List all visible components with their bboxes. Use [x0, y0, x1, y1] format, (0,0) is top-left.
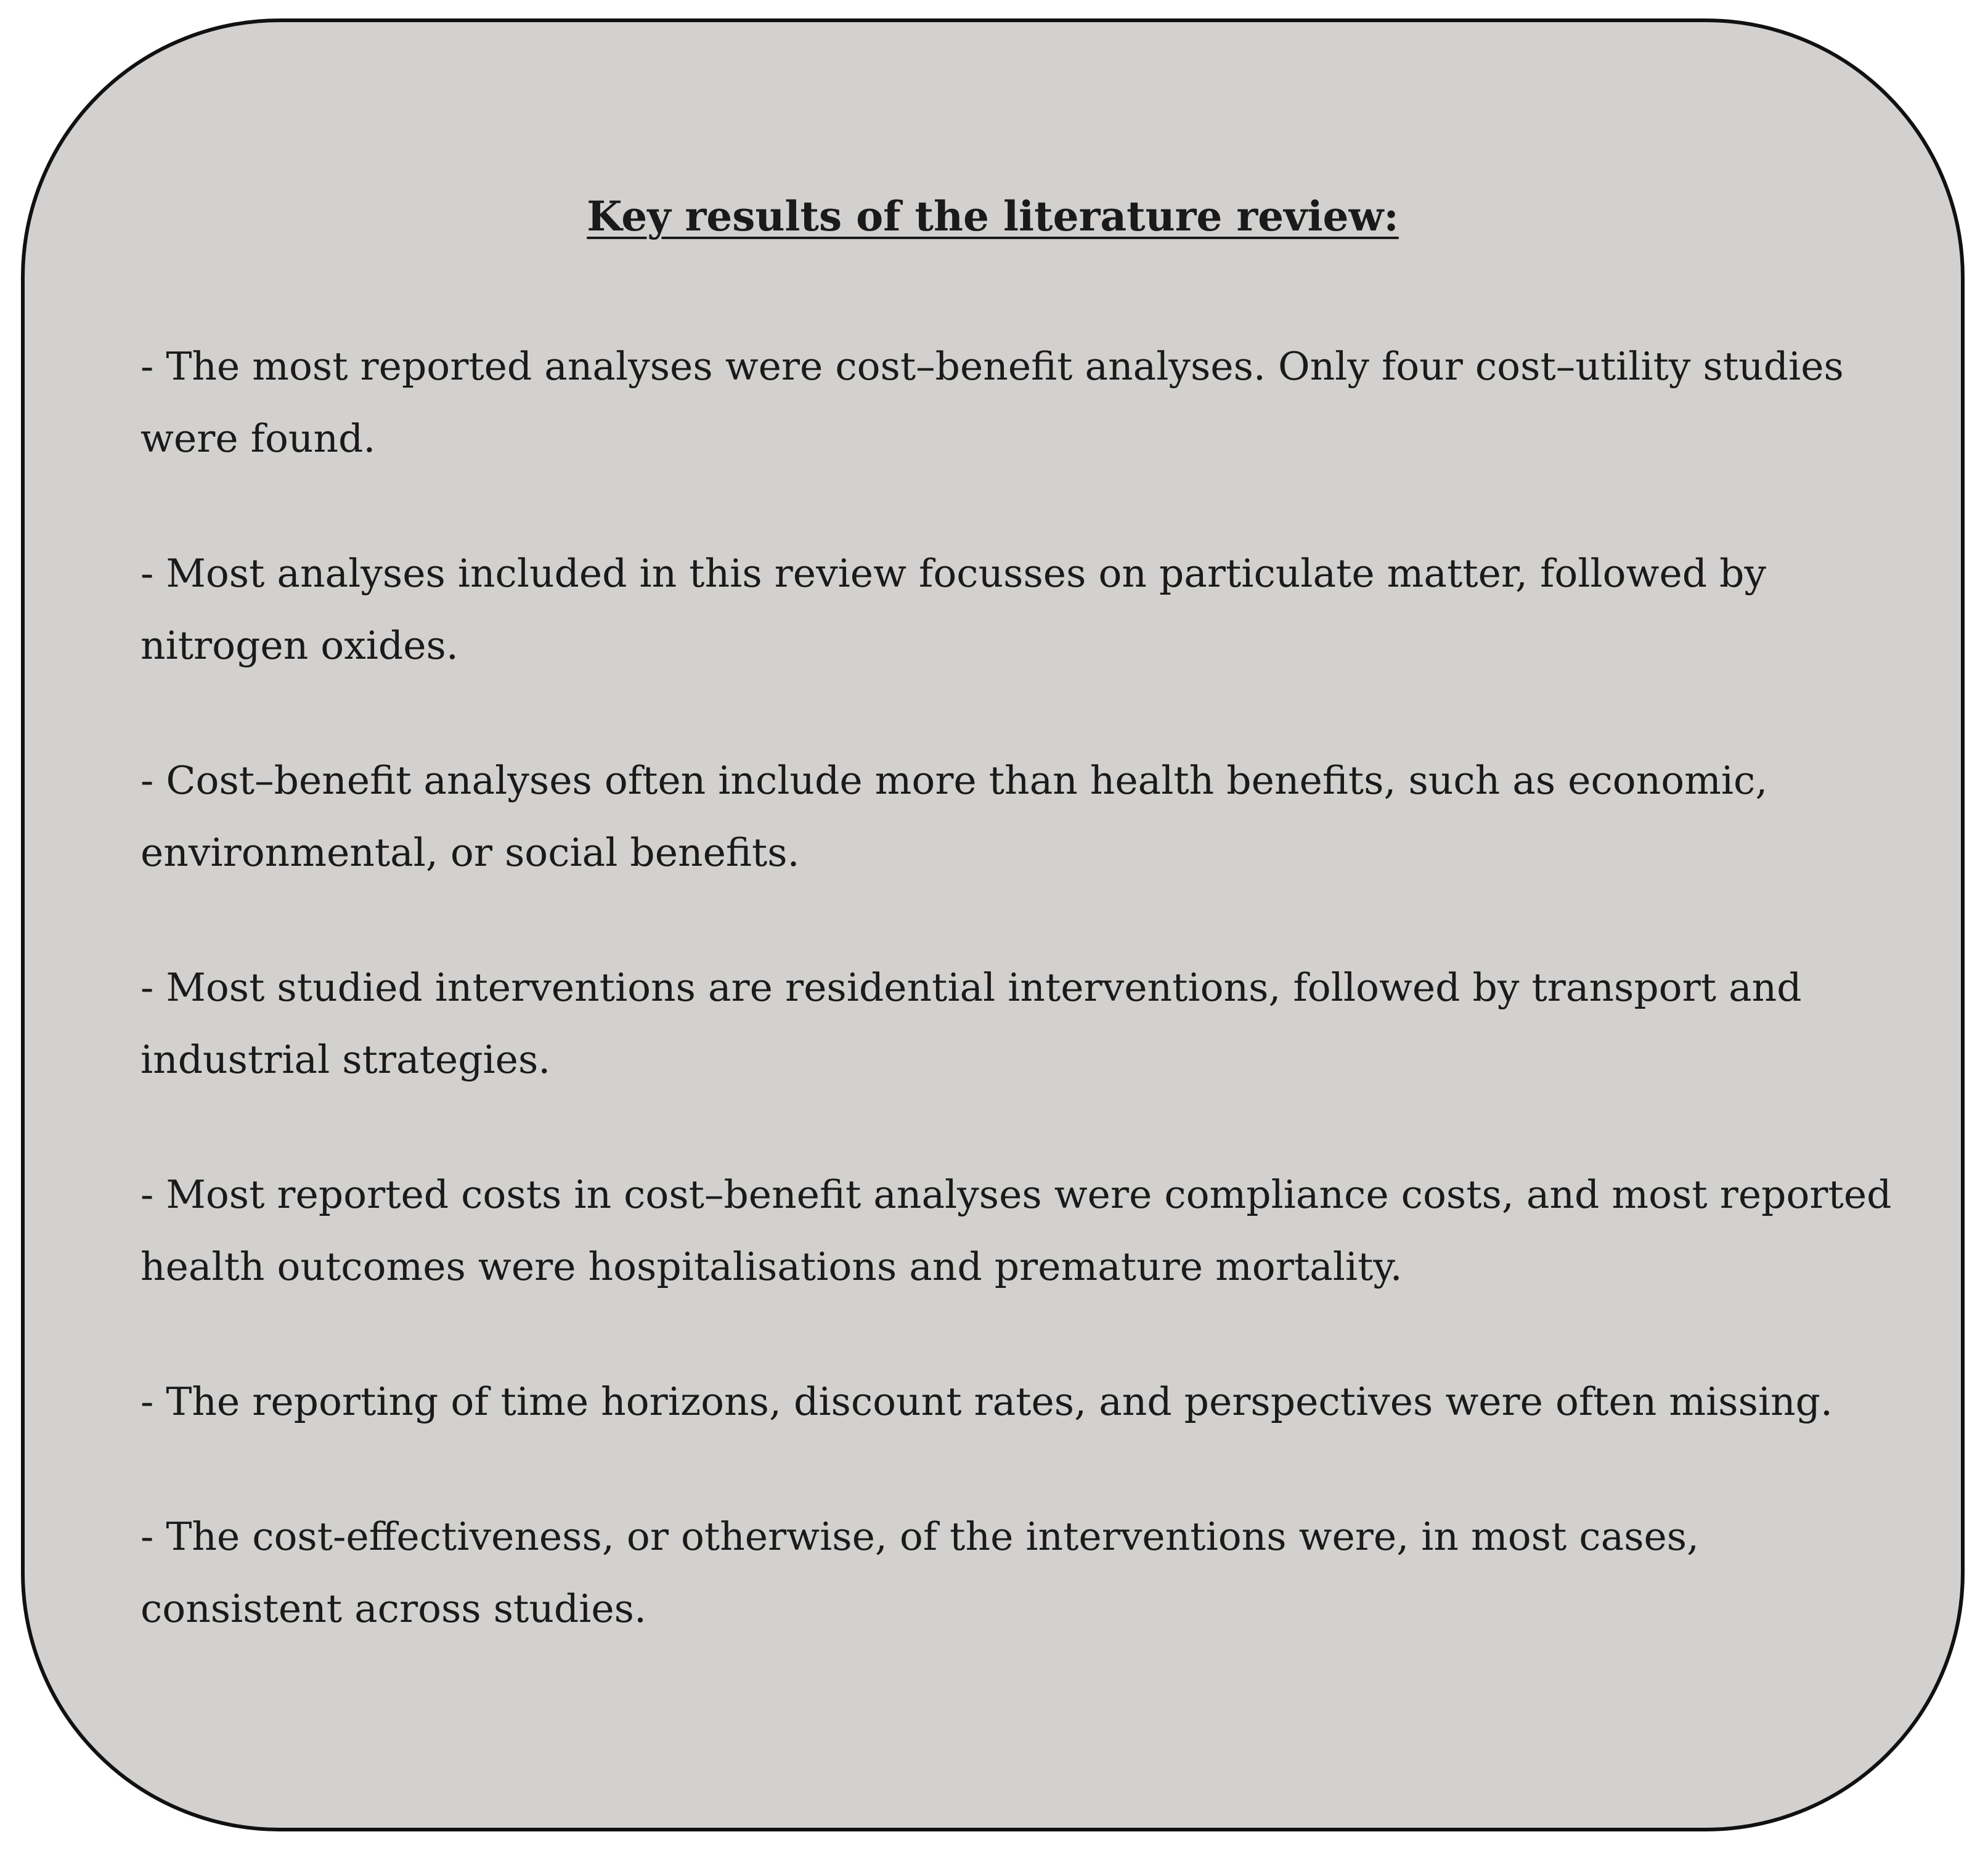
result-item: - Cost–benefit analyses often include more than health benefits, such as economic, environmental, or social benefits.	[141, 758, 1768, 875]
result-item: - Most analyses included in this review focusses on particulate matter, followed by nitrogen oxides.	[141, 551, 1767, 668]
result-item: - Most studied interventions are residential interventions, followed by transport and industrial strategies.	[141, 965, 1802, 1082]
results-list	[141, 330, 1897, 1708]
result-item: - The cost-effectiveness, or otherwise, of the interventions were, in most cases, consistent across studies.	[141, 1514, 1700, 1631]
result-item: - Most reported costs in cost–benefit analyses were compliance costs, and most reported health outcomes were hospitalisations and premature mortality.	[141, 1172, 1892, 1289]
panel-title: Key results of the literature review:	[587, 192, 1399, 240]
result-item: - The most reported analyses were cost–benefit analyses. Only four cost–utility studies were found.	[141, 344, 1844, 461]
result-item: - The reporting of time horizons, discount rates, and perspectives were often missing.	[141, 1379, 1833, 1424]
key-results-panel	[21, 18, 1965, 1831]
